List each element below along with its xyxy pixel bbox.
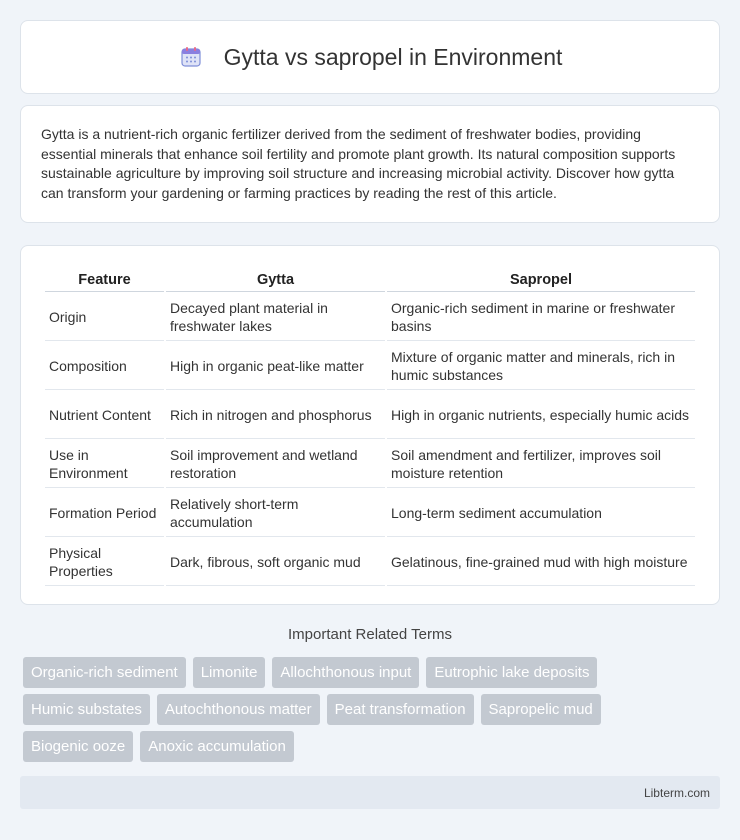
cell-gytta: Soil improvement and wetland restoration (166, 441, 385, 488)
cell-feature: Composition (45, 343, 164, 390)
comparison-table-card (20, 245, 720, 605)
cell-feature: Origin (45, 294, 164, 341)
table-row (45, 392, 695, 439)
related-term-tag[interactable]: Anoxic accumulation (140, 731, 294, 762)
cell-sapropel: Organic-rich sediment in marine or freshwater basins (387, 294, 695, 341)
table-row (45, 441, 695, 488)
related-term-tag[interactable]: Allochthonous input (272, 657, 419, 688)
header-card (20, 20, 720, 94)
cell-feature: Physical Properties (45, 539, 164, 586)
related-term-tag[interactable]: Biogenic ooze (23, 731, 133, 762)
cell-sapropel: High in organic nutrients, especially humic acids (387, 392, 695, 439)
cell-sapropel: Long-term sediment accumulation (387, 490, 695, 537)
cell-sapropel: Gelatinous, fine-grained mud with high moisture (387, 539, 695, 586)
related-terms-list (23, 657, 703, 768)
table-row (45, 539, 695, 586)
related-term-tag[interactable]: Eutrophic lake deposits (426, 657, 597, 688)
cell-gytta: Relatively short-term accumulation (166, 490, 385, 537)
cell-feature: Use in Environment (45, 441, 164, 488)
cell-feature: Nutrient Content (45, 392, 164, 439)
cell-gytta: Rich in nitrogen and phosphorus (166, 392, 385, 439)
related-term-tag[interactable]: Organic-rich sediment (23, 657, 186, 688)
header-sapropel: Sapropel (387, 268, 695, 292)
table-row (45, 343, 695, 390)
cell-sapropel: Soil amendment and fertilizer, improves soil moisture retention (387, 441, 695, 488)
header-gytta: Gytta (166, 268, 385, 292)
header-feature: Feature (45, 268, 164, 292)
cell-gytta: Decayed plant material in freshwater lakes (166, 294, 385, 341)
related-term-tag[interactable]: Humic substates (23, 694, 150, 725)
table-header-row (45, 268, 695, 292)
related-term-tag[interactable]: Autochthonous matter (157, 694, 320, 725)
table-row (45, 490, 695, 537)
page-title: Gytta vs sapropel in Environment (223, 43, 563, 70)
intro-text: Gytta is a nutrient-rich organic fertilizer derived from the sediment of freshwater bodies, providing essential minerals that enhance soil fertility and promote plant growth. Its natural composition supports sustainable agriculture by improving soil structure and increasing microbial activity. Discover how gytta can transform your gardening or farming practices by reading the rest of this article. (41, 126, 676, 201)
related-terms-title: Important Related Terms (288, 626, 452, 643)
cell-sapropel: Mixture of organic matter and minerals, rich in humic substances (387, 343, 695, 390)
comparison-table (43, 266, 697, 588)
cell-gytta: High in organic peat-like matter (166, 343, 385, 390)
footer-site-link[interactable]: Libterm.com (643, 786, 710, 800)
related-term-tag[interactable]: Sapropelic mud (481, 694, 601, 725)
related-term-tag[interactable]: Limonite (193, 657, 266, 688)
cell-feature: Formation Period (45, 490, 164, 537)
intro-card (20, 105, 720, 223)
calendar-icon (178, 44, 204, 70)
cell-gytta: Dark, fibrous, soft organic mud (166, 539, 385, 586)
related-term-tag[interactable]: Peat transformation (327, 694, 474, 725)
table-row (45, 294, 695, 341)
footer (20, 776, 720, 809)
